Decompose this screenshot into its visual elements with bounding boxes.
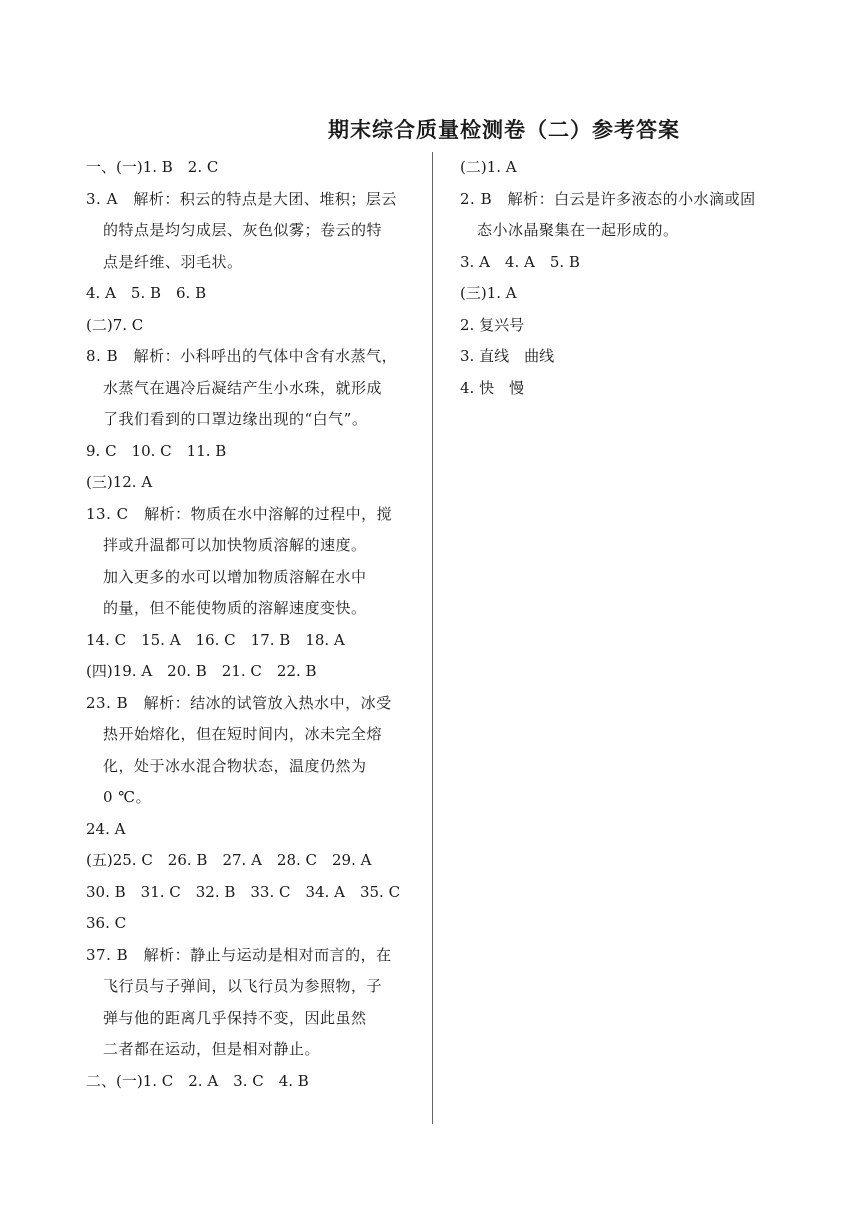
answer-column-left bbox=[86, 152, 416, 1097]
answer-line: (三)1. A bbox=[460, 284, 517, 302]
answer-line: 态小冰晶聚集在一起形成的。 bbox=[477, 221, 679, 239]
answer-line: 化，处于冰水混合物状态，温度仍然为 bbox=[103, 756, 367, 775]
answer-line: 加入更多的水可以增加物质溶解在水中 bbox=[103, 567, 367, 586]
page-title: 期末综合质量检测卷（二）参考答案 bbox=[328, 118, 680, 142]
answer-line: 了我们看到的口罩边缘出现的“白气”。 bbox=[103, 410, 368, 428]
answer-line: 2. 复兴号 bbox=[460, 315, 525, 334]
answer-line: 3. A 解析：积云的特点是大团、堆积；层云 bbox=[86, 189, 397, 208]
answer-line: 二、(一)1. C 2. A 3. C 4. B bbox=[86, 1071, 309, 1090]
answer-line: 37. B 解析：静止与运动是相对而言的，在 bbox=[86, 945, 392, 964]
answer-line: 热开始熔化，但在短时间内，冰未完全熔 bbox=[103, 725, 383, 743]
answer-line: 飞行员与子弹间，以飞行员为参照物，子 bbox=[103, 977, 383, 995]
answer-line: 36. C bbox=[86, 914, 127, 932]
answer-line: 13. C 解析：物质在水中溶解的过程中，搅 bbox=[86, 504, 393, 523]
answer-line: 4. A 5. B 6. B bbox=[86, 284, 207, 302]
answer-line: 二者都在运动，但是相对静止。 bbox=[103, 1040, 321, 1058]
answer-line: (三)12. A bbox=[86, 473, 153, 491]
answer-line: 3. 直线 曲线 bbox=[460, 347, 555, 365]
column-divider bbox=[432, 152, 433, 1124]
answer-line: 9. C 10. C 11. B bbox=[86, 441, 227, 460]
answer-line: 30. B 31. C 32. B 33. C 34. A 35. C bbox=[86, 882, 401, 901]
answer-line: 14. C 15. A 16. C 17. B 18. A bbox=[86, 630, 345, 649]
answer-line: 的量，但不能使物质的溶解速度变快。 bbox=[103, 599, 367, 617]
answer-line: 4. 快 慢 bbox=[460, 378, 525, 397]
answer-line: 的特点是均匀成层、灰色似雾；卷云的特 bbox=[103, 221, 383, 239]
answer-line: (二)1. A bbox=[460, 158, 517, 176]
answer-line: 0 ℃。 bbox=[103, 788, 152, 806]
answer-line: (二)7. C bbox=[86, 315, 144, 334]
answer-line: 点是纤维、羽毛状。 bbox=[103, 252, 243, 271]
answer-line: (五)25. C 26. B 27. A 28. C 29. A bbox=[86, 851, 372, 869]
answer-line: (四)19. A 20. B 21. C 22. B bbox=[86, 662, 317, 680]
answer-line: 一、(一)1. B 2. C bbox=[86, 158, 219, 176]
answer-line: 2. B 解析：白云是许多液态的小水滴或固 bbox=[460, 189, 756, 208]
answer-line: 23. B 解析：结冰的试管放入热水中，冰受 bbox=[86, 693, 392, 712]
answer-line: 3. A 4. A 5. B bbox=[460, 252, 580, 271]
answer-line: 弹与他的距离几乎保持不变，因此虽然 bbox=[103, 1008, 367, 1027]
answer-line: 拌或升温都可以加快物质溶解的速度。 bbox=[103, 536, 367, 554]
answer-line: 水蒸气在遇冷后凝结产生小水珠，就形成 bbox=[103, 378, 383, 397]
answer-line: 24. A bbox=[86, 819, 126, 838]
answer-line: 8. B 解析：小科呼出的气体中含有水蒸气， bbox=[86, 347, 398, 365]
answer-column-right bbox=[460, 152, 800, 404]
